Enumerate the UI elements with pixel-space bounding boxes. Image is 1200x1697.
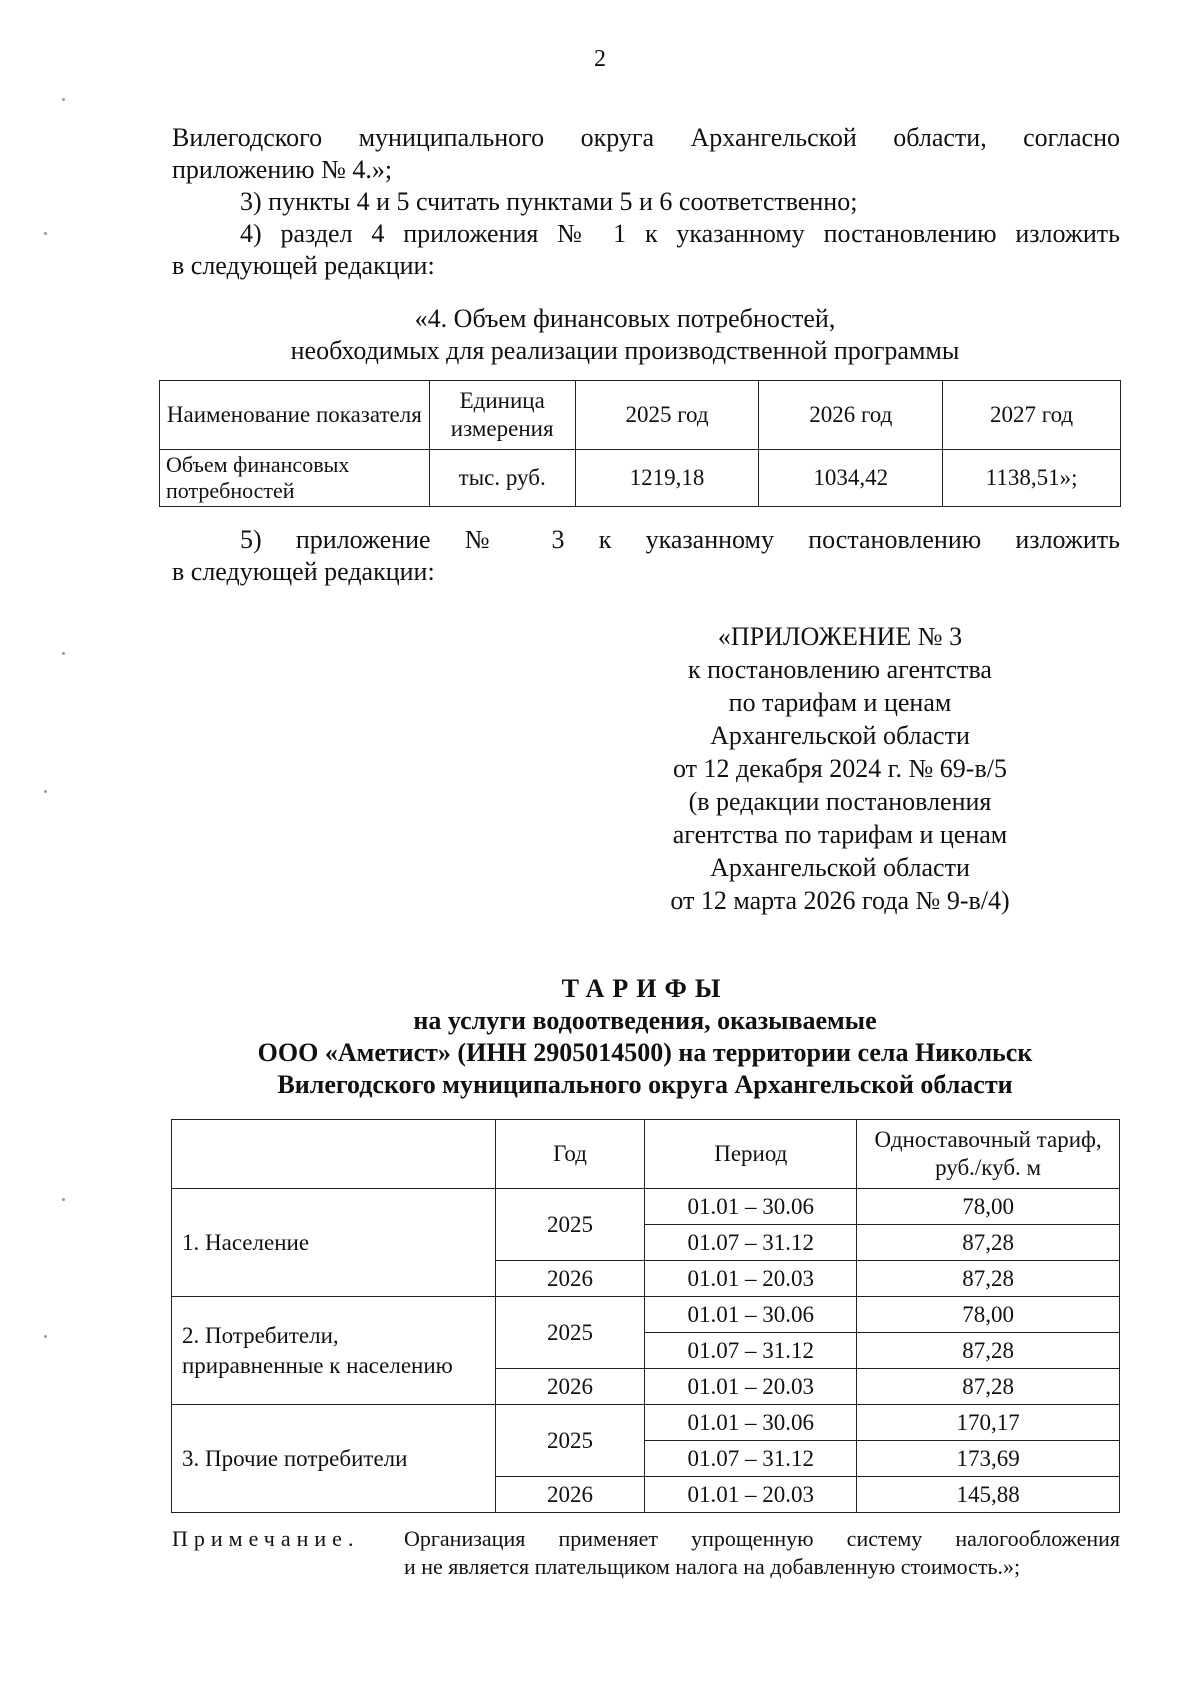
header-tariff: Одноставочный тариф, руб./куб. м	[857, 1120, 1120, 1189]
header-year: Год	[495, 1120, 645, 1189]
item-3: 3) пункты 4 и 5 считать пунктами 5 и 6 соответственно;	[240, 187, 858, 216]
tariffs-subtitle-1: на услуги водоотведения, оказываемые	[413, 1006, 877, 1035]
header-indicator-name: Наименование показателя	[160, 381, 430, 450]
appendix-line: к постановлению агентства	[688, 655, 992, 684]
tariff-cell: 170,17	[857, 1405, 1120, 1441]
table-row	[160, 450, 1121, 507]
header-2027: 2027 год	[943, 381, 1121, 450]
header-category	[172, 1120, 496, 1189]
note-label: Примечание.	[172, 1526, 360, 1551]
cell-2026: 1034,42	[759, 450, 943, 507]
category-line: приравненные к населению	[182, 1352, 453, 1378]
period-cell: 01.07 – 31.12	[645, 1225, 857, 1261]
scan-speck	[62, 1198, 65, 1201]
intro-line-2: приложению № 4.»;	[172, 155, 393, 184]
appendix-line: от 12 марта 2026 года № 9-в/4)	[670, 886, 1010, 915]
header-period: Период	[645, 1120, 857, 1189]
year-cell: 2026	[495, 1261, 645, 1297]
period-cell: 01.07 – 31.12	[645, 1441, 857, 1477]
table-header-row	[172, 1120, 1120, 1189]
tariffs-subtitle-3: Вилегодского муниципального округа Архангельской области	[277, 1070, 1013, 1099]
scan-speck	[62, 98, 65, 101]
page-number: 2	[594, 46, 606, 72]
period-cell: 01.01 – 30.06	[645, 1297, 857, 1333]
cell-unit: тыс. руб.	[429, 450, 575, 507]
appendix-line: от 12 декабря 2024 г. № 69-в/5	[673, 754, 1007, 783]
year-cell: 2026	[495, 1477, 645, 1513]
appendix-line: «ПРИЛОЖЕНИЕ № 3	[717, 622, 963, 651]
section-4-title-line-2: необходимых для реализации производственной программы	[290, 336, 960, 365]
appendix-line: по тарифам и ценам	[728, 688, 952, 717]
tariff-cell: 87,28	[857, 1225, 1120, 1261]
item-4-line-1: 4) раздел 4 приложения № 1 к указанному постановлению изложить	[240, 219, 1120, 248]
header-2025: 2025 год	[575, 381, 759, 450]
table-row	[172, 1189, 1120, 1225]
tariffs-title	[0, 972, 1200, 1005]
tariff-cell: 78,00	[857, 1297, 1120, 1333]
item-5-line-2: в следующей редакции:	[172, 557, 435, 586]
note-line-2: и не является плательщиком налога на добавленную стоимость.»;	[404, 1554, 1021, 1579]
intro-line-1: Вилегодского муниципального округа Архангельской области, согласно	[172, 123, 1120, 152]
note-line-1: Организация применяет упрощенную систему налогообложения	[404, 1526, 1120, 1551]
appendix-header	[620, 620, 1060, 917]
category-equivalent-consumers	[172, 1297, 496, 1405]
period-cell: 01.01 – 20.03	[645, 1369, 857, 1405]
header-unit: Единица измерения	[429, 381, 575, 450]
category-line: 2. Потребители,	[182, 1322, 339, 1348]
section-4-title-line-1: «4. Объем финансовых потребностей,	[414, 304, 836, 333]
appendix-line: (в редакции постановления	[688, 787, 992, 816]
period-cell: 01.07 – 31.12	[645, 1333, 857, 1369]
cell-2027: 1138,51»;	[943, 450, 1121, 507]
period-cell: 01.01 – 20.03	[645, 1261, 857, 1297]
table-header-row	[160, 381, 1121, 450]
tariffs-table	[171, 1119, 1120, 1513]
scan-speck	[44, 232, 47, 235]
scan-speck	[44, 790, 47, 793]
tariff-cell: 145,88	[857, 1477, 1120, 1513]
tariff-cell: 87,28	[857, 1369, 1120, 1405]
appendix-line: Архангельской области	[710, 721, 970, 750]
year-cell: 2025	[495, 1297, 645, 1369]
tariffs-title-text: ТАРИФЫ	[561, 974, 729, 1003]
year-cell: 2026	[495, 1369, 645, 1405]
scan-speck	[44, 1335, 47, 1338]
category-population: 1. Население	[172, 1189, 496, 1297]
category-other-consumers: 3. Прочие потребители	[172, 1405, 496, 1513]
table-row	[172, 1297, 1120, 1333]
tariff-cell: 173,69	[857, 1441, 1120, 1477]
tariffs-subtitle-2: ООО «Аметист» (ИНН 2905014500) на территории села Никольск	[257, 1038, 1033, 1067]
tariff-cell: 87,28	[857, 1333, 1120, 1369]
appendix-line: Архангельской области	[710, 853, 970, 882]
financial-needs-table	[159, 380, 1121, 507]
cell-indicator: Объем финансовых потребностей	[160, 450, 430, 507]
tariff-cell: 78,00	[857, 1189, 1120, 1225]
year-cell: 2025	[495, 1405, 645, 1477]
appendix-line: агентства по тарифам и ценам	[672, 820, 1008, 849]
item-5-line-1: 5) приложение № 3 к указанному постановлению изложить	[240, 525, 1120, 554]
item-4-line-2: в следующей редакции:	[172, 251, 435, 280]
note-text	[404, 1525, 1120, 1581]
scan-speck	[62, 652, 65, 655]
year-cell: 2025	[495, 1189, 645, 1261]
table-row	[172, 1405, 1120, 1441]
period-cell: 01.01 – 30.06	[645, 1189, 857, 1225]
period-cell: 01.01 – 20.03	[645, 1477, 857, 1513]
period-cell: 01.01 – 30.06	[645, 1405, 857, 1441]
tariff-cell: 87,28	[857, 1261, 1120, 1297]
header-2026: 2026 год	[759, 381, 943, 450]
cell-2025: 1219,18	[575, 450, 759, 507]
